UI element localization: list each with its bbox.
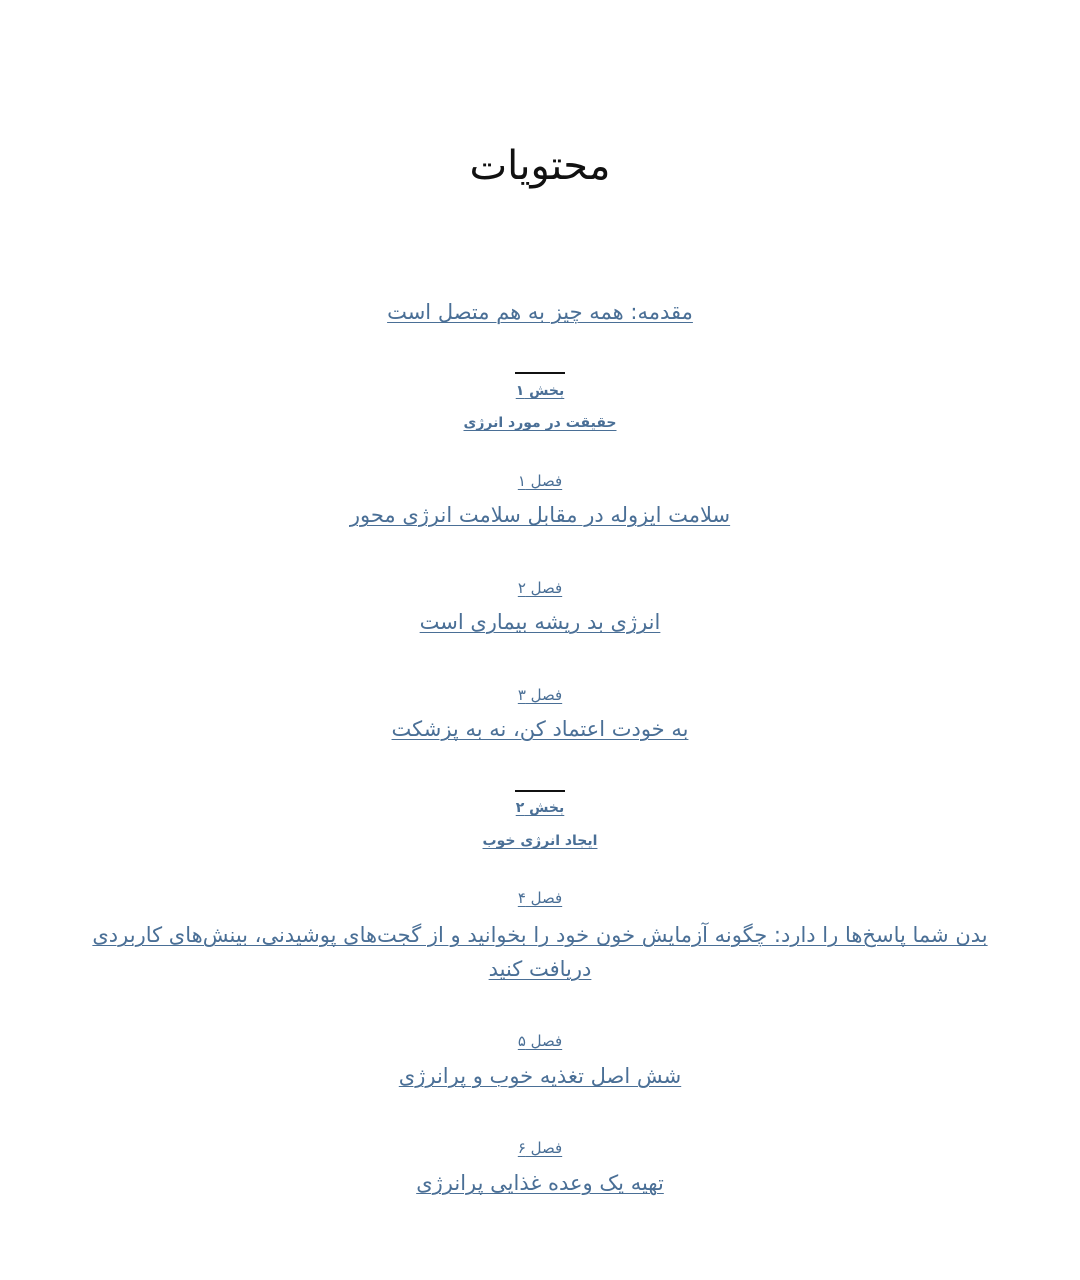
- chapter-3-title-link[interactable]: به خودت اعتماد کن، نه به پزشکت: [391, 717, 689, 741]
- chapter-5-label-entry: [40, 1030, 1040, 1052]
- part-1-label-entry: [40, 380, 1040, 402]
- part-2-label-link[interactable]: بخش ۲: [515, 800, 565, 816]
- chapter-6-label-entry: [40, 1137, 1040, 1159]
- part-1-label-link[interactable]: بخش ۱: [515, 383, 565, 399]
- chapter-6-title-entry: [40, 1166, 1040, 1200]
- part-2-title-link[interactable]: ایجاد انرژی خوب: [482, 833, 598, 849]
- intro-entry: [40, 296, 1040, 328]
- part-2-divider: [515, 790, 565, 792]
- part-1-title-link[interactable]: حقیقت در مورد انرژی: [463, 415, 617, 431]
- chapter-4-title-entry: [70, 918, 1010, 986]
- chapter-4-label-link[interactable]: فصل ۴: [517, 889, 563, 907]
- chapter-2-label-link[interactable]: فصل ۲: [517, 579, 563, 597]
- chapter-5-title-link[interactable]: شش اصل تغذیه خوب و پرانرژی: [398, 1064, 682, 1088]
- chapter-5-label-link[interactable]: فصل ۵: [517, 1032, 563, 1050]
- chapter-3-label-entry: [40, 684, 1040, 706]
- chapter-1-title-link[interactable]: سلامت ایزوله در مقابل سلامت انرژی محور: [349, 503, 731, 527]
- part-1-divider: [515, 372, 565, 374]
- chapter-4-title-link[interactable]: بدن شما پاسخ‌ها را دارد: چگونه آزمایش خون خود را بخوانید و از گجت‌های پوشیدنی، بینش‌های کاربردی دریافت کنید: [92, 923, 988, 981]
- part-2-label-entry: [40, 797, 1040, 819]
- chapter-3-title-entry: [40, 712, 1040, 746]
- chapter-3-label-link[interactable]: فصل ۳: [517, 686, 563, 704]
- chapter-6-title-link[interactable]: تهیه یک وعده غذایی پرانرژی: [416, 1171, 664, 1195]
- part-2-title-entry: [40, 830, 1040, 852]
- chapter-2-title-entry: [40, 605, 1040, 639]
- part-1-title-entry: [40, 412, 1040, 434]
- chapter-6-label-link[interactable]: فصل ۶: [517, 1139, 563, 1157]
- chapter-2-label-entry: [40, 577, 1040, 599]
- chapter-1-title-entry: [40, 498, 1040, 532]
- chapter-2-title-link[interactable]: انرژی بد ریشه بیماری است: [419, 610, 661, 634]
- chapter-5-title-entry: [40, 1059, 1040, 1093]
- intro-link[interactable]: مقدمه: همه چیز به هم متصل است: [387, 300, 693, 324]
- chapter-4-label-entry: [40, 887, 1040, 909]
- page-title: محتویات: [469, 143, 611, 189]
- chapter-1-label-link[interactable]: فصل ۱: [517, 472, 563, 490]
- chapter-1-label-entry: [40, 470, 1040, 492]
